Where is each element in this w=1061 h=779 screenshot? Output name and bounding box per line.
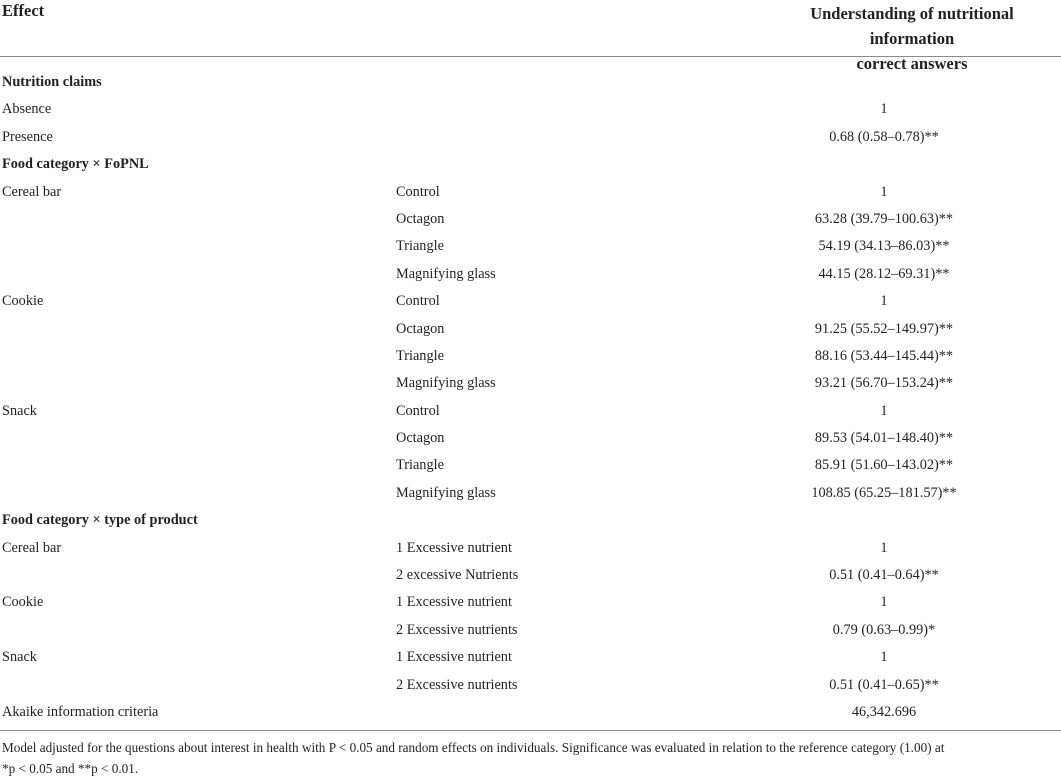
table-row <box>0 370 1061 397</box>
cell-value: 108.85 (65.25–181.57)** <box>811 484 957 501</box>
cell-subeffect: Triangle <box>396 238 444 255</box>
cell-subeffect: Octagon <box>396 320 445 337</box>
table-row <box>0 425 1061 452</box>
cell-value: 1 <box>880 293 888 310</box>
cell-value: 89.53 (54.01–148.40)** <box>814 430 954 447</box>
cell-value: 0.51 (0.41–0.64)** <box>829 567 939 584</box>
table-row <box>0 124 1061 151</box>
table-row <box>0 589 1061 616</box>
cell-subeffect: 1 Excessive nutrient <box>396 539 512 556</box>
cell-value: 1 <box>880 649 888 666</box>
cell-effect: Food category × FoPNL <box>2 156 149 173</box>
cell-effect: Cookie <box>2 293 44 310</box>
table-row <box>0 672 1061 699</box>
table-row <box>0 233 1061 260</box>
cell-value: 46,342.696 <box>851 703 917 720</box>
cell-subeffect: Control <box>396 183 440 200</box>
table-row <box>0 644 1061 671</box>
header-result-line2: correct answers <box>856 54 968 73</box>
cell-value: 85.91 (51.60–143.02)** <box>814 457 954 474</box>
table-row <box>0 617 1061 644</box>
cell-value: 1 <box>880 183 888 200</box>
cell-subeffect: Octagon <box>396 430 445 447</box>
table-row <box>0 288 1061 315</box>
cell-effect: Nutrition claims <box>2 74 102 90</box>
footnote-line1: Model adjusted for the questions about interest in health with P < 0.05 and random effects on individuals. Significance was evaluated in relation to the reference category (1.00) at <box>2 740 945 756</box>
cell-effect: Presence <box>2 128 53 145</box>
cell-subeffect: Control <box>396 293 440 310</box>
cell-value: 0.68 (0.58–0.78)** <box>829 128 939 145</box>
cell-subeffect: 1 Excessive nutrient <box>396 594 512 611</box>
cell-subeffect: Magnifying glass <box>396 265 496 282</box>
cell-value: 44.15 (28.12–69.31)** <box>818 265 950 282</box>
footnote-line2: *p < 0.05 and **p < 0.01. <box>2 761 139 777</box>
cell-value: 88.16 (53.44–145.44)** <box>814 347 954 364</box>
table-row <box>0 179 1061 206</box>
table-row <box>0 343 1061 370</box>
cell-subeffect: Control <box>396 402 440 419</box>
table-row <box>0 452 1061 479</box>
cell-subeffect: 2 Excessive nutrients <box>396 676 518 693</box>
table-row <box>0 206 1061 233</box>
table-footnote <box>0 731 1061 779</box>
table-row <box>0 480 1061 507</box>
header-effect: Effect <box>2 1 45 20</box>
cell-effect: Cereal bar <box>2 183 62 200</box>
cell-effect: Snack <box>2 402 37 419</box>
table-row <box>0 261 1061 288</box>
table-row <box>0 316 1061 343</box>
cell-effect: Snack <box>2 649 37 666</box>
table-row <box>0 562 1061 589</box>
table-header <box>0 0 1061 73</box>
cell-value: 1 <box>880 539 888 556</box>
table-row <box>0 96 1061 123</box>
cell-value: 0.51 (0.41–0.65)** <box>829 676 939 693</box>
cell-effect: Absence <box>2 101 52 118</box>
cell-effect: Cereal bar <box>2 539 62 556</box>
cell-subeffect: 1 Excessive nutrient <box>396 649 512 666</box>
cell-effect: Food category × type of product <box>2 512 198 529</box>
section-row <box>0 507 1061 534</box>
cell-subeffect: Triangle <box>396 457 444 474</box>
cell-value: 0.79 (0.63–0.99)* <box>832 621 936 638</box>
cell-value: 54.19 (34.13–86.03)** <box>818 238 950 255</box>
cell-value: 63.28 (39.79–100.63)** <box>814 210 954 227</box>
cell-effect: Cookie <box>2 594 44 611</box>
cell-subeffect: Triangle <box>396 347 444 364</box>
cell-value: 93.21 (56.70–153.24)** <box>814 375 954 392</box>
table-row <box>0 699 1061 726</box>
cell-value: 1 <box>880 594 888 611</box>
section-row <box>0 69 1061 96</box>
header-result-line1: Understanding of nutritional information <box>810 4 1014 48</box>
cell-value: 1 <box>880 101 888 118</box>
cell-value: 91.25 (55.52–149.97)** <box>814 320 954 337</box>
table-row <box>0 398 1061 425</box>
cell-effect: Akaike information criteria <box>2 703 159 720</box>
table-row <box>0 535 1061 562</box>
section-row <box>0 151 1061 178</box>
cell-subeffect: Magnifying glass <box>396 375 496 392</box>
cell-subeffect: 2 Excessive nutrients <box>396 621 518 638</box>
cell-subeffect: Octagon <box>396 210 445 227</box>
table-body <box>0 57 1061 726</box>
cell-subeffect: 2 excessive Nutrients <box>396 567 519 584</box>
cell-subeffect: Magnifying glass <box>396 484 496 501</box>
cell-value: 1 <box>880 402 888 419</box>
